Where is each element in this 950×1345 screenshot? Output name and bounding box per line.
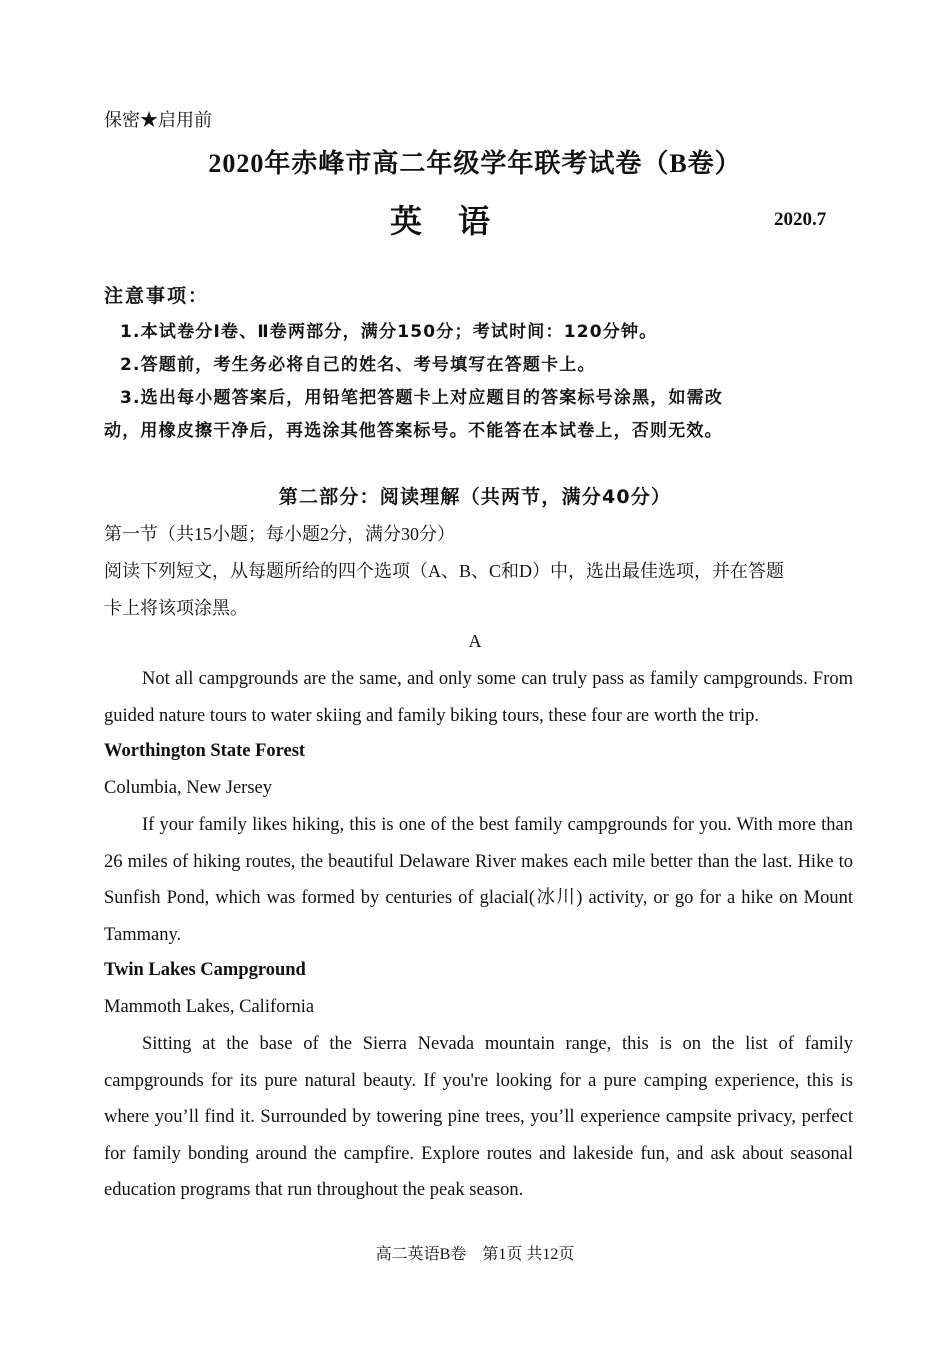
subject-title: 英 语 (390, 203, 493, 239)
place-name-worthington: Worthington State Forest (104, 741, 306, 761)
place-location-worthington: Columbia, New Jersey (104, 778, 273, 798)
place-name-twin-lakes: Twin Lakes Campground (104, 960, 306, 980)
section-heading: 第一节（共15小题；每小题2分，满分30分） (104, 524, 455, 544)
place-description-worthington: If your family likes hiking, this is one of the best family campgrounds for you. With more than 26 miles of hiking routes, the beautiful Delaware River makes each mile better than the last. Hike to Sunfish Pond, which was formed by centuries of glacial(冰川) activity, or go for a hike on Mount Tammany. (104, 815, 853, 945)
footer-page-number: 第1页 共12页 (482, 1246, 575, 1263)
note-item-3-line-2: 动，用橡皮擦干净后，再选涂其他答案标号。不能答在本试卷上，否则无效。 (104, 421, 723, 441)
instruction-line-2: 卡上将该项涂黑。 (104, 598, 248, 618)
footer-paper-label: 高二英语B卷 (375, 1246, 467, 1263)
place-description-twin-lakes: Sitting at the base of the Sierra Nevada mountain range, this is on the list of family campgrounds for its pure natural beauty. If you're looking for a pure camping experience, this is where you’ll find it. Surrounded by towering pine trees, you’ll experience campsite privacy, perfect for family bonding around the campfire. Explore routes and lakeside fun, and ask about seasonal education programs that run throughout the peak season. (104, 1034, 853, 1201)
notes-heading: 注意事项： (104, 285, 210, 307)
passage-intro: Not all campgrounds are the same, and only some can truly pass as family campgrounds. From guided nature tours to water skiing and family biking tours, these four are worth the trip. (104, 669, 853, 726)
exam-date: 2020.7 (774, 209, 827, 230)
page-footer (0, 1241, 950, 1264)
note-item-2: 2.答题前，考生务必将自己的姓名、考号填写在答题卡上。 (120, 355, 596, 375)
exam-title: 2020年赤峰市高二年级学年联考试卷（B卷） (208, 149, 742, 178)
confidential-label: 保密★启用前 (104, 110, 212, 130)
note-item-1: 1.本试卷分Ⅰ卷、Ⅱ卷两部分，满分150分；考试时间：120分钟。 (120, 322, 658, 342)
instruction-line-1: 阅读下列短文，从每题所给的四个选项（A、B、C和D）中，选出最佳选项，并在答题 (104, 561, 785, 581)
place-location-twin-lakes: Mammoth Lakes, California (104, 997, 315, 1017)
note-item-3-line-1: 3.选出每小题答案后，用铅笔把答题卡上对应题目的答案标号涂黑，如需改 (120, 388, 724, 408)
part-heading: 第二部分：阅读理解（共两节，满分40分） (278, 486, 672, 508)
passage-letter: A (468, 631, 482, 651)
